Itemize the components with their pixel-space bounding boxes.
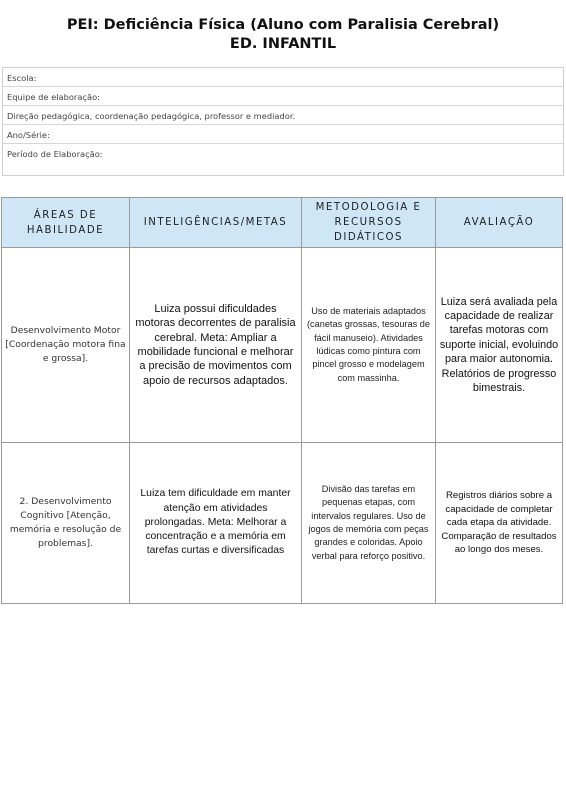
field-ano-serie: Ano/Série:: [3, 125, 563, 144]
field-direcao: Direção pedagógica, coordenação pedagógica, professor e mediador.: [3, 106, 563, 125]
cell-avaliacao: Registros diários sobre a capacidade de completar cada etapa da atividade. Comparação de resultados ao longo dos meses.: [436, 443, 563, 604]
cell-area: 2. Desenvolvimento Cognitivo [Atenção, memória e resolução de problemas].: [2, 443, 130, 604]
column-header-metodologia: METODOLOGIA E RECURSOS DIDÁTICOS: [302, 198, 436, 248]
field-escola: Escola:: [3, 68, 563, 87]
table-row: [2, 248, 563, 443]
table-header-row: [2, 198, 563, 248]
field-periodo: Período de Elaboração:: [7, 149, 103, 159]
field-equipe: Equipe de elaboração:: [3, 87, 563, 106]
cell-avaliacao: Luiza será avaliada pela capacidade de realizar tarefas motoras com suporte inicial, evoluindo para maior autonomia. Relatórios de progresso bimestrais.: [436, 248, 563, 443]
title-line-1: PEI: Deficiência Física (Aluno com Paralisia Cerebral): [66, 17, 500, 33]
cell-metodologia: Uso de materiais adaptados (canetas grossas, tesouras de fácil manuseio). Atividades lúdicas como pintura com pincel grosso e modelagem com massinha.: [302, 248, 436, 443]
cell-metodologia: Divisão das tarefas em pequenas etapas, com intervalos regulares. Uso de jogos de memória com peças grandes e coloridas. Apoio verbal para reforço positivo.: [302, 443, 436, 604]
column-header-metas: INTELIGÊNCIAS/METAS: [130, 198, 302, 248]
info-fields-box: [2, 67, 564, 176]
table-row: [2, 443, 563, 604]
title-line-2: ED. INFANTIL: [229, 36, 337, 52]
column-header-areas: ÁREAS DE HABILIDADE: [2, 198, 130, 248]
cell-metas: Luiza tem dificuldade em manter atenção em atividades prolongadas. Meta: Melhorar a concentração e a memória em tarefas curtas e diversificadas: [130, 443, 302, 604]
cell-metas: Luiza possui dificuldades motoras decorrentes de paralisia cerebral. Meta: Ampliar a mobilidade funcional e melhorar a precisão de movimentos com apoio de recursos adaptados.: [130, 248, 302, 443]
document-title: [0, 16, 566, 54]
pei-table: [1, 197, 563, 604]
cell-area: Desenvolvimento Motor [Coordenação motora fina e grossa].: [2, 248, 130, 443]
column-header-avaliacao: AVALIAÇÃO: [436, 198, 563, 248]
